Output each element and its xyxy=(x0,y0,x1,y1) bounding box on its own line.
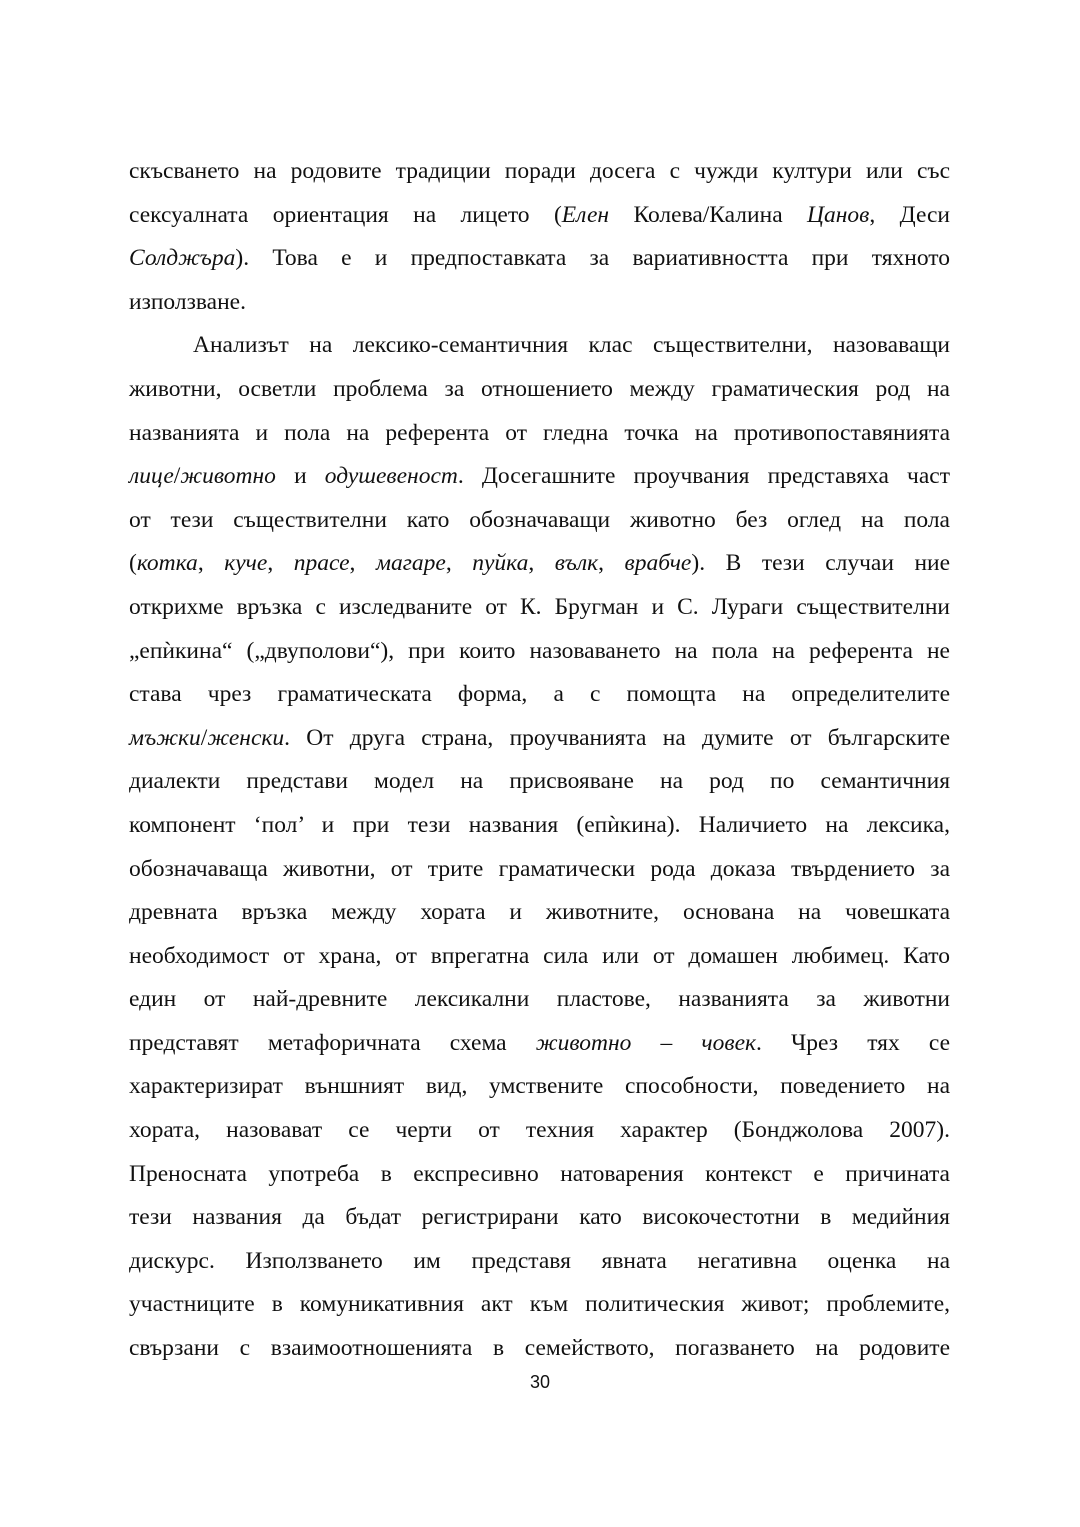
text-span: сексуалната ориентация на лицето ( xyxy=(129,201,562,228)
italic-term: одушевеност xyxy=(324,463,458,490)
text-span: представят метафоричната схема xyxy=(129,1029,536,1056)
text-line: участниците в комуникативния акт към политическия живот; проблемите, xyxy=(129,1291,950,1318)
text-line xyxy=(129,237,950,281)
text-span: , xyxy=(197,550,225,577)
italic-name: Елен xyxy=(561,201,610,228)
text-span: , xyxy=(445,550,473,577)
text-line xyxy=(129,717,950,761)
text-span: / xyxy=(200,724,208,751)
body-text xyxy=(129,150,950,1371)
text-line: необходимост от храна, от впрегатна сила или от домашен любимец. Като xyxy=(129,942,950,969)
text-line xyxy=(129,194,950,238)
italic-name: Солджъра xyxy=(129,245,236,272)
text-span: , xyxy=(349,550,376,577)
italic-term: вълк xyxy=(554,550,599,577)
text-line xyxy=(129,542,950,586)
text-span: ). В тези случаи ние xyxy=(691,550,951,577)
text-span: Колева/Калина xyxy=(609,201,808,228)
text-line: става чрез граматическата форма, а с помощта на определителите xyxy=(129,681,950,708)
italic-term: животно xyxy=(180,463,276,490)
text-line: тези названия да бъдат регистрирани като високочестотни в медийния xyxy=(129,1204,950,1231)
italic-name: Цанов xyxy=(807,201,870,228)
italic-term: магаре xyxy=(375,550,446,577)
italic-term: куче xyxy=(224,550,268,577)
page-number: 30 xyxy=(529,1372,551,1392)
text-span: , xyxy=(267,550,294,577)
text-line: дискурс. Използването им представя явната негативна оценка на xyxy=(129,1247,950,1274)
text-span: ). Това е и предпоставката за вариативността при тяхното xyxy=(235,245,950,272)
text-line: диалекти представи модел на присвояване на род по семантичния xyxy=(129,768,950,795)
italic-term: мъжки xyxy=(129,724,201,751)
text-span: . От друга страна, проучванията на думите от българските xyxy=(284,724,950,751)
text-span: . Досегашните проучвания представяха част xyxy=(457,463,950,490)
text-line: Анализът на лексико-семантичния клас съществителни, назоваващи xyxy=(193,332,950,359)
italic-term: женски xyxy=(207,724,285,751)
italic-term: пуйка xyxy=(472,550,529,577)
italic-term: лице xyxy=(129,463,174,490)
text-span: ( xyxy=(129,550,137,577)
text-line: скъсването на родовите традиции поради досега с чужди култури или със xyxy=(129,158,950,184)
text-line: Преносната употреба в експресивно натоварения контекст е причината xyxy=(129,1160,950,1187)
text-line xyxy=(129,1022,950,1066)
italic-term: врабче xyxy=(624,550,692,577)
text-line: един от най-древните лексикални пластове, названията за животни xyxy=(129,986,950,1013)
text-line: обозначаваща животни, от трите граматически рода доказа твърдението за xyxy=(129,855,950,882)
text-line: „епѝкина“ („двуполови“), при които назоваването на пола на референта не xyxy=(129,637,950,664)
text-line: от тези съществителни като обозначаващи животно без оглед на пола xyxy=(129,506,950,533)
text-line: открихме връзка с изследваните от К. Бругман и С. Лураги съществителни xyxy=(129,593,950,620)
text-span: / xyxy=(173,463,181,490)
text-span: , xyxy=(528,550,555,577)
text-line: животни, осветли проблема за отношението между граматическия род на xyxy=(129,375,950,402)
text-line xyxy=(129,455,950,499)
italic-term: котка xyxy=(136,550,198,577)
text-line: използване. xyxy=(129,288,246,315)
text-line: свързани с взаимоотношенията в семейството, погазването на родовите xyxy=(129,1335,950,1362)
text-span: , xyxy=(598,550,625,577)
italic-term: прасе xyxy=(293,550,350,577)
text-line: названията и пола на референта от гледна точка на противопоставянията xyxy=(129,419,950,446)
text-line: компонент ‘пол’ и при тези названия (епѝкина). Наличието на лексика, xyxy=(129,811,950,838)
text-line: древната връзка между хората и животните, основана на човешката xyxy=(129,899,950,926)
text-span: , Деси xyxy=(869,201,950,228)
text-line: хората, назовават се черти от техния характер (Бонджолова 2007). xyxy=(129,1117,950,1144)
italic-term: животно – човек xyxy=(535,1029,757,1056)
text-line: характеризират външният вид, умствените способности, поведението на xyxy=(129,1073,950,1100)
text-span: и xyxy=(275,463,325,490)
text-span: . Чрез тях се xyxy=(756,1029,950,1056)
